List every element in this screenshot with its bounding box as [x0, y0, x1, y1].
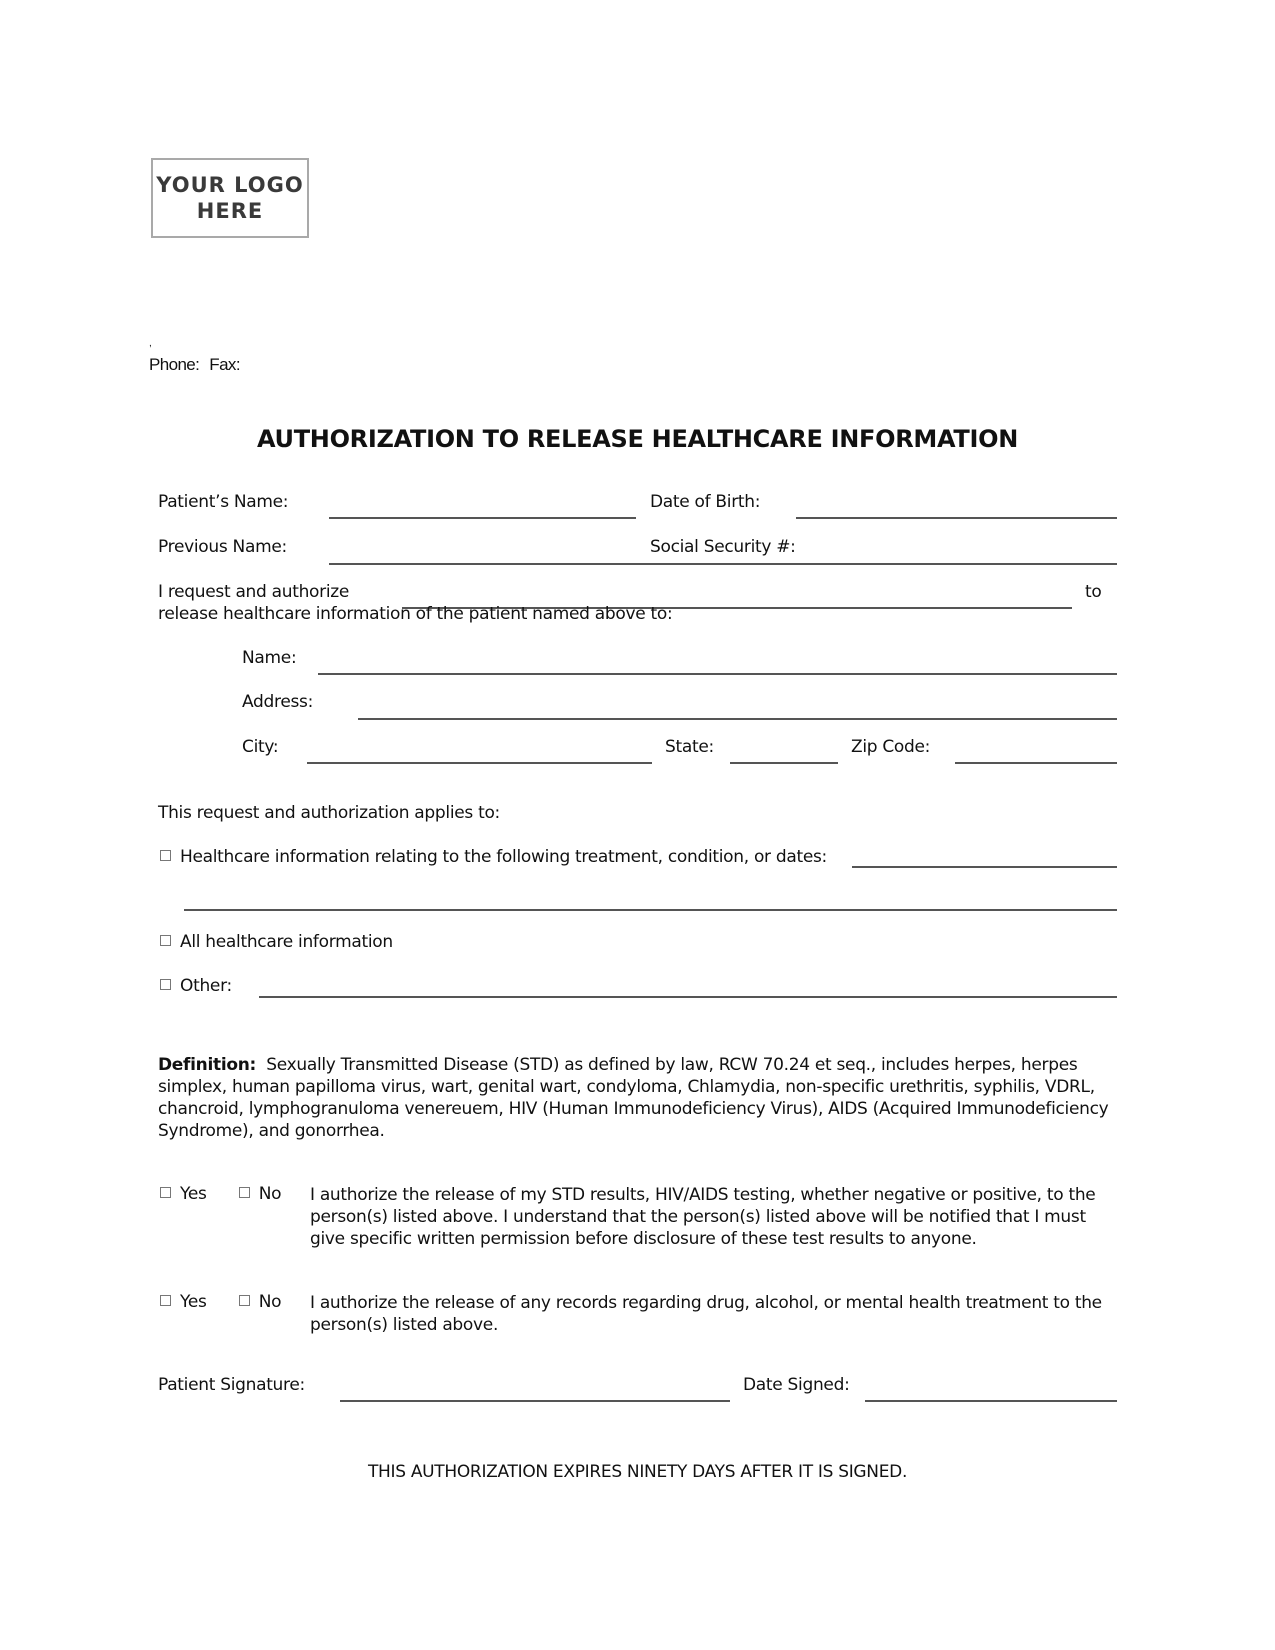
other-checkbox[interactable]	[160, 979, 171, 990]
date-signed-field[interactable]	[865, 1400, 1117, 1402]
recipient-name-field[interactable]	[318, 673, 1117, 675]
date-signed-label: Date Signed:	[743, 1375, 850, 1395]
specific-info-field-continued[interactable]	[184, 909, 1117, 911]
other-label: Other:	[180, 976, 232, 996]
consent-mental-no-checkbox[interactable]	[239, 1295, 250, 1306]
consent-mental-options	[160, 1292, 281, 1312]
expiration-notice: THIS AUTHORIZATION EXPIRES NINETY DAYS AFTER IT IS SIGNED.	[367, 1462, 908, 1482]
specific-info-field[interactable]	[852, 866, 1117, 868]
consent-std-yes-label: Yes	[180, 1184, 207, 1204]
definition-label: Definition:	[158, 1055, 257, 1075]
social-security-label: Social Security #:	[650, 537, 796, 557]
recipient-state-label: State:	[665, 737, 714, 757]
option-specific-info	[160, 847, 827, 867]
definition-paragraph	[158, 1054, 1118, 1142]
fax-label: Fax:	[209, 355, 240, 374]
consent-std-options	[160, 1184, 281, 1204]
definition-text: Sexually Transmitted Disease (STD) as defined by law, RCW 70.24 et seq., includes herpes, herpes simplex, human papilloma virus, wart, genital wart, condyloma, Chlamydia, non-specific urethritis, syphilis, VDRL, chancroid, lymphogranuloma venereuem, HIV (Human Immunodeficiency Virus), AIDS (Acquired Immunodeficiency Syndrome), and gonorrhea.	[158, 1055, 1109, 1141]
consent-mental-text: I authorize the release of any records regarding drug, alcohol, or mental health treatment to the person(s) listed above.	[310, 1293, 1102, 1335]
all-info-checkbox[interactable]	[160, 935, 171, 946]
recipient-zip-label: Zip Code:	[851, 737, 931, 757]
patient-signature-field[interactable]	[340, 1400, 730, 1402]
option-other	[160, 976, 232, 996]
recipient-state-field[interactable]	[730, 762, 838, 764]
all-info-label: All healthcare information	[180, 932, 393, 952]
consent-mental-no-label: No	[258, 1292, 282, 1312]
logo-placeholder	[151, 158, 309, 238]
recipient-address-field[interactable]	[358, 718, 1117, 720]
address-comma: ,	[149, 338, 152, 349]
recipient-zip-field[interactable]	[955, 762, 1117, 764]
consent-std-text: I authorize the release of my STD results, HIV/AIDS testing, whether negative or positive, to the person(s) listed above. I understand that the person(s) listed above will be notified that I must give specific written permission before disclosure of these test results to anyone.	[310, 1185, 1096, 1249]
request-line-2: release healthcare information of the patient named above to:	[158, 604, 673, 624]
contact-line	[149, 355, 250, 375]
specific-info-label: Healthcare information relating to the following treatment, condition, or dates:	[180, 847, 827, 867]
date-of-birth-field[interactable]	[796, 517, 1117, 519]
consent-mental-yes-label: Yes	[180, 1292, 207, 1312]
consent-std-yes-checkbox[interactable]	[160, 1187, 171, 1198]
logo-text-line1: YOUR LOGO	[156, 173, 304, 197]
recipient-city-label: City:	[242, 737, 279, 757]
recipient-name-label: Name:	[242, 648, 297, 668]
date-of-birth-label: Date of Birth:	[650, 492, 761, 512]
previous-name-label: Previous Name:	[158, 537, 287, 557]
social-security-field[interactable]	[800, 563, 1117, 565]
applies-heading: This request and authorization applies to:	[158, 803, 500, 823]
phone-label: Phone:	[149, 355, 200, 374]
consent-std-no-label: No	[258, 1184, 282, 1204]
recipient-address-label: Address:	[242, 692, 314, 712]
consent-std-no-checkbox[interactable]	[239, 1187, 250, 1198]
specific-info-checkbox[interactable]	[160, 850, 171, 861]
consent-mental-yes-checkbox[interactable]	[160, 1295, 171, 1306]
page-title: AUTHORIZATION TO RELEASE HEALTHCARE INFORMATION	[257, 425, 1018, 453]
patient-name-field[interactable]	[329, 517, 636, 519]
other-field[interactable]	[259, 996, 1117, 998]
logo-text-line2: HERE	[196, 199, 264, 223]
patient-name-label: Patient’s Name:	[158, 492, 289, 512]
request-prefix: I request and authorize	[158, 582, 350, 602]
recipient-city-field[interactable]	[307, 762, 652, 764]
request-suffix: to	[1085, 582, 1102, 602]
option-all-info	[160, 932, 393, 952]
patient-signature-label: Patient Signature:	[158, 1375, 305, 1395]
